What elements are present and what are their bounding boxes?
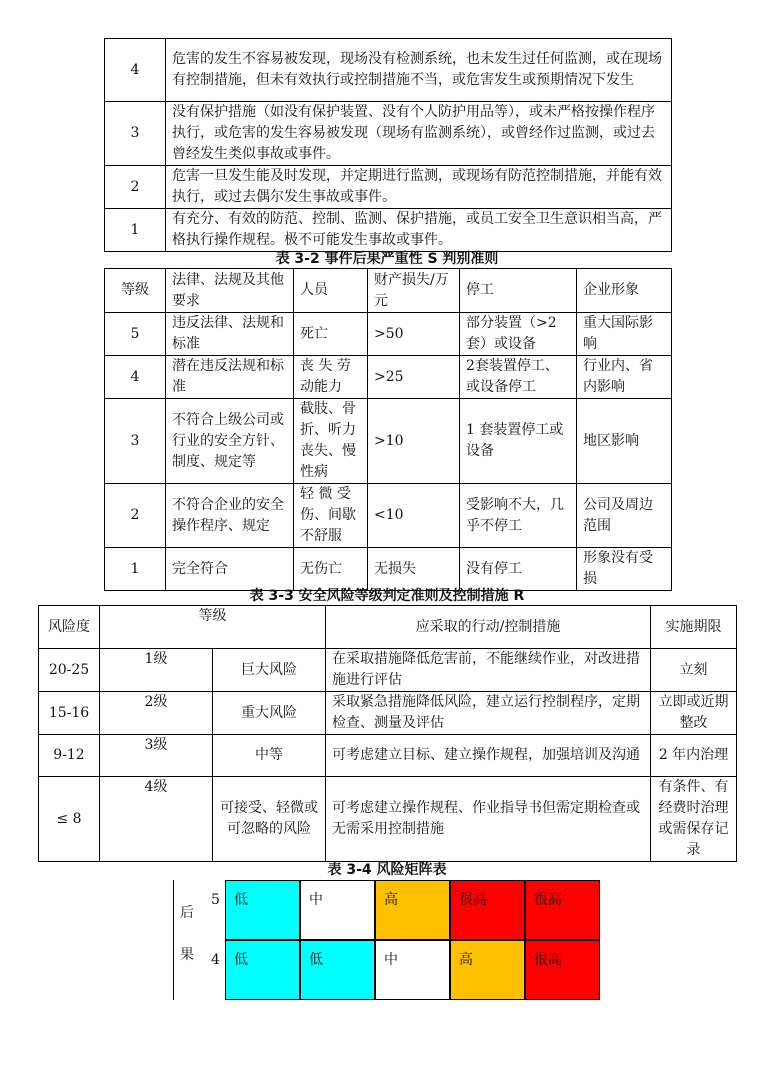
level-cell: 1级 xyxy=(100,649,213,692)
table-row xyxy=(39,649,737,692)
level-cell: 3级 xyxy=(100,735,213,777)
severity-table xyxy=(104,268,672,591)
risk-degree-cell: 15-16 xyxy=(39,692,100,735)
matrix-axis-line xyxy=(173,880,174,1000)
table-cell: 部分装置（>2套）或设备 xyxy=(460,313,577,356)
risk-name-cell: 重大风险 xyxy=(213,692,326,735)
risk-degree-cell: ≤ 8 xyxy=(39,777,100,862)
table-cell: >10 xyxy=(368,399,460,484)
risk-name-cell: 可接受、轻微或可忽略的风险 xyxy=(213,777,326,862)
deadline-cell: 立刻 xyxy=(651,649,737,692)
table-row xyxy=(105,484,672,548)
level-cell: 3 xyxy=(105,399,166,484)
table-cell: 受影响不大，几乎不停工 xyxy=(460,484,577,548)
table-row xyxy=(105,313,672,356)
table-cell: 地区影响 xyxy=(577,399,672,484)
level-cell: 2级 xyxy=(100,692,213,735)
description-cell: 没有保护措施（如没有保护装置、没有个人防护用品等），或未严格按操作程序执行，或危害的发生容易被发现（现场有监测系统），或曾经作过监测，或过去曾经发生类似事故或事件。 xyxy=(166,102,672,166)
table-cell: 死亡 xyxy=(294,313,368,356)
matrix-cell: 高 xyxy=(450,940,525,1000)
table-row xyxy=(105,39,672,102)
matrix-cell: 高 xyxy=(375,880,450,940)
table-cell: 违反法律、法规和标准 xyxy=(166,313,294,356)
matrix-row-level: 5 xyxy=(211,892,220,908)
table-cell: 无伤亡 xyxy=(294,548,368,591)
header-cell: 停工 xyxy=(460,269,577,313)
table-row xyxy=(39,735,737,777)
level-cell: 3 xyxy=(105,102,166,166)
likelihood-table xyxy=(104,38,672,252)
table-row xyxy=(105,399,672,484)
table-row xyxy=(105,102,672,166)
header-cell: 法律、法规及其他要求 xyxy=(166,269,294,313)
table-cell: 不符合企业的安全操作程序、规定 xyxy=(166,484,294,548)
table-row xyxy=(105,356,672,399)
caption-table-3-2: 表 3-2 事件后果严重性 S 判别准则 xyxy=(275,251,499,267)
deadline-cell: 立即或近期整改 xyxy=(651,692,737,735)
table-cell: 无损失 xyxy=(368,548,460,591)
caption-table-3-3: 表 3-3 安全风险等级判定准则及控制措施 R xyxy=(249,588,525,604)
measures-cell: 在采取措施降低危害前，不能继续作业，对改进措施进行评估 xyxy=(326,649,651,692)
table-row xyxy=(105,548,672,591)
table-cell: 1 套装置停工或设备 xyxy=(460,399,577,484)
table-cell: 潜在违反法规和标准 xyxy=(166,356,294,399)
header-cell: 人员 xyxy=(294,269,368,313)
table-cell: 截肢、骨折、听力丧失、慢性病 xyxy=(294,399,368,484)
table-cell: >25 xyxy=(368,356,460,399)
level-cell: 1 xyxy=(105,548,166,591)
level-cell: 4级 xyxy=(100,777,213,862)
table-cell: 不符合上级公司或行业的安全方针、制度、规定等 xyxy=(166,399,294,484)
deadline-cell: 有条件、有经费时治理或需保存记录 xyxy=(651,777,737,862)
table-cell: 行业内、省内影响 xyxy=(577,356,672,399)
table-row xyxy=(105,166,672,209)
table-header-row xyxy=(39,606,737,649)
risk-name-cell: 巨大风险 xyxy=(213,649,326,692)
matrix-cell: 低 xyxy=(300,940,375,1000)
header-risk-degree: 风险度 xyxy=(39,606,100,649)
matrix-cell: 很高 xyxy=(525,940,600,1000)
risk-degree-cell: 9-12 xyxy=(39,735,100,777)
measures-cell: 采取紧急措施降低风险，建立运行控制程序，定期检查、测量及评估 xyxy=(326,692,651,735)
header-cell: 等级 xyxy=(105,269,166,313)
matrix-cell: 很高 xyxy=(450,880,525,940)
table-header-row xyxy=(105,269,672,313)
table-cell: <10 xyxy=(368,484,460,548)
matrix-cell: 中 xyxy=(375,940,450,1000)
risk-level-table xyxy=(38,605,737,862)
matrix-cell: 很高 xyxy=(525,880,600,940)
description-cell: 危害的发生不容易被发现，现场没有检测系统，也未发生过任何监测，或在现场有控制措施，但未有效执行或控制措施不当，或危害发生或预期情况下发生 xyxy=(166,39,672,102)
table-cell: 完全符合 xyxy=(166,548,294,591)
table-cell: 重大国际影响 xyxy=(577,313,672,356)
table-row xyxy=(39,692,737,735)
caption-table-3-4: 表 3-4 风险矩阵表 xyxy=(327,862,447,878)
level-cell: 5 xyxy=(105,313,166,356)
description-cell: 危害一旦发生能及时发现，并定期进行监测，或现场有防范控制措施，并能有效执行，或过去偶尔发生事故或事件。 xyxy=(166,166,672,209)
matrix-cell: 低 xyxy=(225,880,300,940)
risk-name-cell: 中等 xyxy=(213,735,326,777)
table-cell: 2套装置停工、或设备停工 xyxy=(460,356,577,399)
measures-cell: 可考虑建立操作规程、作业指导书但需定期检查或无需采用控制措施 xyxy=(326,777,651,862)
table-cell: >50 xyxy=(368,313,460,356)
level-cell: 2 xyxy=(105,166,166,209)
table-row xyxy=(39,777,737,862)
axis-label: 后 xyxy=(180,905,194,921)
level-cell: 2 xyxy=(105,484,166,548)
measures-cell: 可考虑建立目标、建立操作规程，加强培训及沟通 xyxy=(326,735,651,777)
matrix-row-level: 4 xyxy=(211,952,220,968)
table-cell: 公司及周边范围 xyxy=(577,484,672,548)
risk-degree-cell: 20-25 xyxy=(39,649,100,692)
matrix-cell: 中 xyxy=(300,880,375,940)
header-level: 等级 xyxy=(100,606,326,649)
table-cell: 没有停工 xyxy=(460,548,577,591)
header-measures: 应采取的行动/控制措施 xyxy=(326,606,651,649)
table-cell: 形象没有受损 xyxy=(577,548,672,591)
header-cell: 财产损失/万元 xyxy=(368,269,460,313)
header-deadline: 实施期限 xyxy=(651,606,737,649)
level-cell: 4 xyxy=(105,39,166,102)
level-cell: 1 xyxy=(105,209,166,252)
matrix-cell: 低 xyxy=(225,940,300,1000)
table-row xyxy=(105,209,672,252)
axis-label: 果 xyxy=(180,947,194,963)
deadline-cell: 2 年内治理 xyxy=(651,735,737,777)
level-cell: 4 xyxy=(105,356,166,399)
table-cell: 轻 微 受伤、间歇不舒服 xyxy=(294,484,368,548)
table-cell: 丧 失 劳动能力 xyxy=(294,356,368,399)
risk-matrix xyxy=(173,880,603,1001)
header-cell: 企业形象 xyxy=(577,269,672,313)
description-cell: 有充分、有效的防范、控制、监测、保护措施，或员工安全卫生意识相当高，严格执行操作规程。极不可能发生事故或事件。 xyxy=(166,209,672,252)
